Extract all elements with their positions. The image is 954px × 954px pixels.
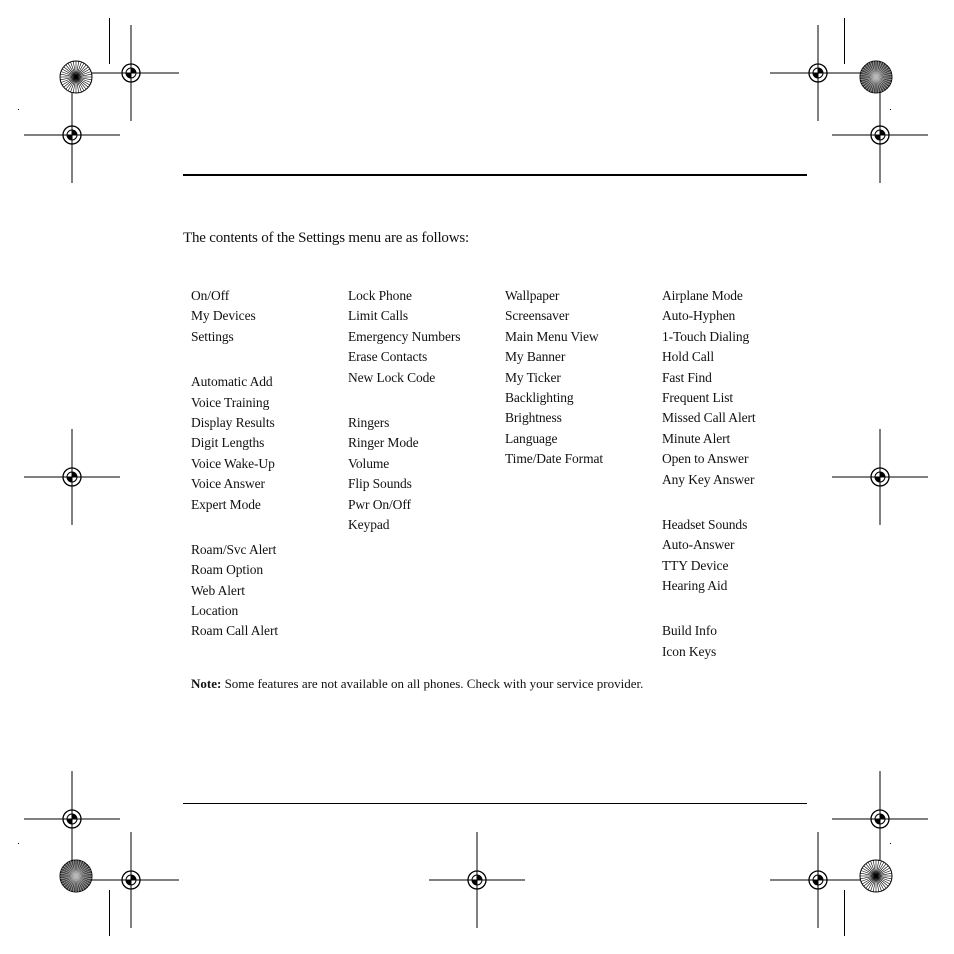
- menu-item: Digit Lengths: [191, 435, 265, 451]
- footer-rule: [183, 803, 807, 804]
- menu-item: My Ticker: [505, 369, 561, 385]
- menu-item: Minute Alert: [662, 430, 731, 446]
- note-text: Some features are not available on all phones. Check with your service provider.: [221, 676, 644, 691]
- menu-item: Settings: [191, 328, 234, 344]
- menu-item: Automatic Add: [191, 374, 273, 390]
- registration-crosshair-icon: [830, 427, 930, 527]
- menu-group: [505, 286, 603, 470]
- menu-item: Display Results: [191, 414, 275, 430]
- menu-item: Ringer Mode: [348, 435, 419, 451]
- starburst-registration-icon: [58, 858, 94, 894]
- menu-item: Lock Phone: [348, 288, 412, 303]
- menu-item: Voice Wake-Up: [191, 455, 275, 471]
- menu-group: [191, 372, 278, 515]
- menu-item: Emergency Numbers: [348, 328, 461, 344]
- menu-item: Wallpaper: [505, 288, 560, 303]
- menu-item: Time/Date Format: [505, 451, 604, 467]
- menu-item: Missed Call Alert: [662, 410, 756, 426]
- intro-text: The contents of the Settings menu are as follows:: [183, 230, 469, 246]
- menu-group: [348, 286, 460, 388]
- menu-item: Icon Keys: [662, 643, 717, 659]
- menu-item: Main Menu View: [505, 328, 599, 344]
- menu-item: Screensaver: [505, 308, 570, 324]
- menu-group: [662, 621, 756, 662]
- menu-group: [348, 413, 460, 535]
- menu-item: Roam/Svc Alert: [191, 541, 277, 557]
- menu-item: Volume: [348, 455, 390, 471]
- menu-item: Flip Sounds: [348, 476, 412, 492]
- menu-item: Voice Training: [191, 394, 270, 410]
- menu-item: My Devices: [191, 308, 256, 324]
- menu-item: 1-Touch Dialing: [662, 328, 750, 344]
- menu-group: [191, 286, 278, 347]
- menu-item: Voice Answer: [191, 476, 265, 492]
- header-rule: [183, 174, 807, 176]
- menu-item: Roam Option: [191, 562, 264, 578]
- starburst-registration-icon: [858, 59, 894, 95]
- registration-crosshair-icon: [768, 830, 868, 930]
- menu-column-1: [191, 286, 278, 667]
- menu-item: Backlighting: [505, 389, 574, 405]
- menu-item: Expert Mode: [191, 496, 261, 512]
- note-label: Note:: [191, 676, 222, 691]
- registration-crosshair-icon: [427, 830, 527, 930]
- menu-group: [662, 286, 756, 490]
- menu-item: Headset Sounds: [662, 516, 748, 532]
- menu-item: Auto-Hyphen: [662, 308, 736, 324]
- menu-item: Open to Answer: [662, 451, 749, 467]
- starburst-registration-icon: [58, 59, 94, 95]
- note: [191, 676, 643, 692]
- menu-item: Pwr On/Off: [348, 496, 411, 512]
- menu-item: Hearing Aid: [662, 578, 728, 594]
- crop-mark: [18, 843, 19, 844]
- menu-column-3: [505, 286, 603, 495]
- starburst-registration-icon: [858, 858, 894, 894]
- menu-item: Brightness: [505, 410, 562, 426]
- menu-group: [662, 515, 756, 597]
- menu-item: Fast Find: [662, 369, 712, 385]
- menu-item: Keypad: [348, 516, 390, 532]
- registration-crosshair-icon: [22, 427, 122, 527]
- menu-item: Frequent List: [662, 389, 734, 405]
- crop-mark: [18, 109, 19, 110]
- menu-item: My Banner: [505, 349, 566, 365]
- menu-item: Ringers: [348, 414, 390, 430]
- registration-crosshair-icon: [22, 85, 122, 185]
- menu-column-4: [662, 286, 756, 687]
- menu-item: On/Off: [191, 288, 230, 303]
- menu-item: Location: [191, 603, 239, 619]
- menu-item: TTY Device: [662, 557, 729, 573]
- registration-crosshair-icon: [81, 830, 181, 930]
- menu-item: Any Key Answer: [662, 471, 755, 487]
- menu-item: Language: [505, 430, 558, 446]
- menu-item: New Lock Code: [348, 369, 436, 385]
- menu-item: Limit Calls: [348, 308, 409, 324]
- menu-group: [191, 540, 278, 642]
- menu-column-2: [348, 286, 460, 560]
- registration-crosshair-icon: [830, 85, 930, 185]
- menu-item: Web Alert: [191, 582, 245, 598]
- menu-item: Roam Call Alert: [191, 623, 278, 639]
- menu-item: Build Info: [662, 623, 717, 639]
- menu-item: Auto-Answer: [662, 537, 735, 553]
- menu-item: Erase Contacts: [348, 349, 428, 365]
- menu-item: Airplane Mode: [662, 288, 743, 303]
- menu-item: Hold Call: [662, 349, 714, 365]
